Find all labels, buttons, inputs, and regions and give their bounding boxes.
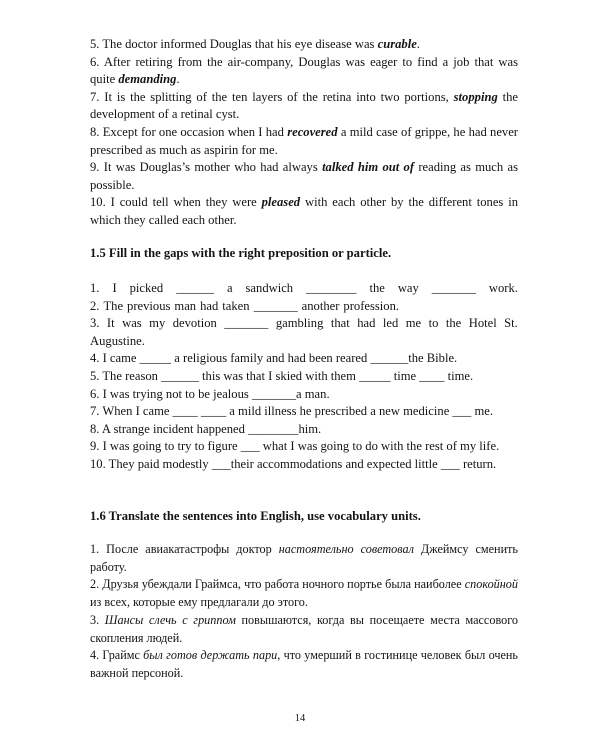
keyword: curable bbox=[377, 37, 417, 51]
translate-item-2: 2. Друзья убеждали Граймса, что работа ночного портье была наиболее спокойной из всех, которые ему предлагали до этого. bbox=[90, 577, 518, 610]
gap-line-8: 8. A strange incident happened ________him. bbox=[90, 421, 322, 436]
gap-line-1: 1. I picked ______ a sandwich ________ the way _______ work. bbox=[90, 281, 518, 295]
section-1-6-exercise bbox=[90, 541, 518, 683]
section-1-5-exercise bbox=[90, 280, 518, 474]
keyword: recovered bbox=[287, 124, 338, 139]
section-1-5-heading: 1.5 Fill in the gaps with the right preposition or particle. bbox=[90, 246, 392, 260]
gap-line-6: 6. I was trying not to be jealous _______a man. bbox=[90, 386, 330, 401]
vocabulary-unit: Шансы слечь с гриппом bbox=[104, 612, 236, 627]
gap-line-3: 3. It was my devotion _______ gambling that had led me to the Hotel St. bbox=[90, 316, 518, 331]
keyword: talked him out of bbox=[322, 160, 415, 175]
gap-line-4: 4. I came _____ a religious family and had been reared ______the Bible. bbox=[90, 351, 458, 366]
vocabulary-unit: был готов держать пари bbox=[143, 648, 278, 663]
sentence-8: 8. Except for one occasion when I had recovered a mild case of grippe, he had never prescribed as much as aspirin for me. bbox=[90, 124, 518, 157]
sentence-10: 10. I could tell when they were pleased with each other by the different tones in which they called each other. bbox=[90, 195, 518, 227]
translate-item-1: 1. После авиакатастрофы доктор настоятельно советовал Джеймсу сменить работу. bbox=[90, 542, 518, 574]
sentence-6: 6. After retiring from the air-company, Douglas was eager to find a job that was quite demanding. bbox=[90, 54, 518, 87]
keyword: pleased bbox=[261, 195, 301, 210]
gap-line-7: 7. When I came ____ ____ a mild illness he prescribed a new medicine ___ me. bbox=[90, 404, 493, 419]
gap-line-10: 10. They paid modestly ___their accommodations and expected little ___ return. bbox=[90, 456, 497, 471]
sentence-5: 5. The doctor informed Douglas that his eye disease was curable. bbox=[90, 37, 420, 51]
vocabulary-unit: настоятельно советовал bbox=[278, 542, 414, 556]
gap-line-2: 2. The previous man had taken _______ another profession. bbox=[90, 298, 400, 313]
gap-line-9: 9. I was going to try to figure ___ what I was going to do with the rest of my life. bbox=[90, 439, 500, 454]
vocabulary-unit: спокойной bbox=[464, 577, 518, 592]
section-1-6-heading: 1.6 Translate the sentences into English, use vocabulary units. bbox=[90, 509, 421, 523]
page-number: 14 bbox=[294, 713, 306, 724]
keyword: demanding bbox=[118, 72, 177, 87]
translate-item-4: 4. Граймс был готов держать пари, что умерший в гостинице человек был очень важной персоной. bbox=[90, 648, 518, 680]
gap-line-5: 5. The reason ______ this was that I skied with them _____ time ____ time. bbox=[90, 368, 474, 383]
previous-exercise bbox=[90, 36, 518, 230]
translate-item-3: 3. Шансы слечь с гриппом повышаются, когда вы посещаете места массового скопления людей. bbox=[90, 612, 518, 645]
sentence-7: 7. It is the splitting of the ten layers of the retina into two portions, stopping the development of a retinal cyst. bbox=[90, 89, 518, 122]
sentence-9: 9. It was Douglas’s mother who had always talked him out of reading as much as possible. bbox=[90, 160, 518, 192]
keyword: stopping bbox=[453, 89, 498, 104]
gap-line-3-continued: Augustine. bbox=[90, 333, 145, 348]
